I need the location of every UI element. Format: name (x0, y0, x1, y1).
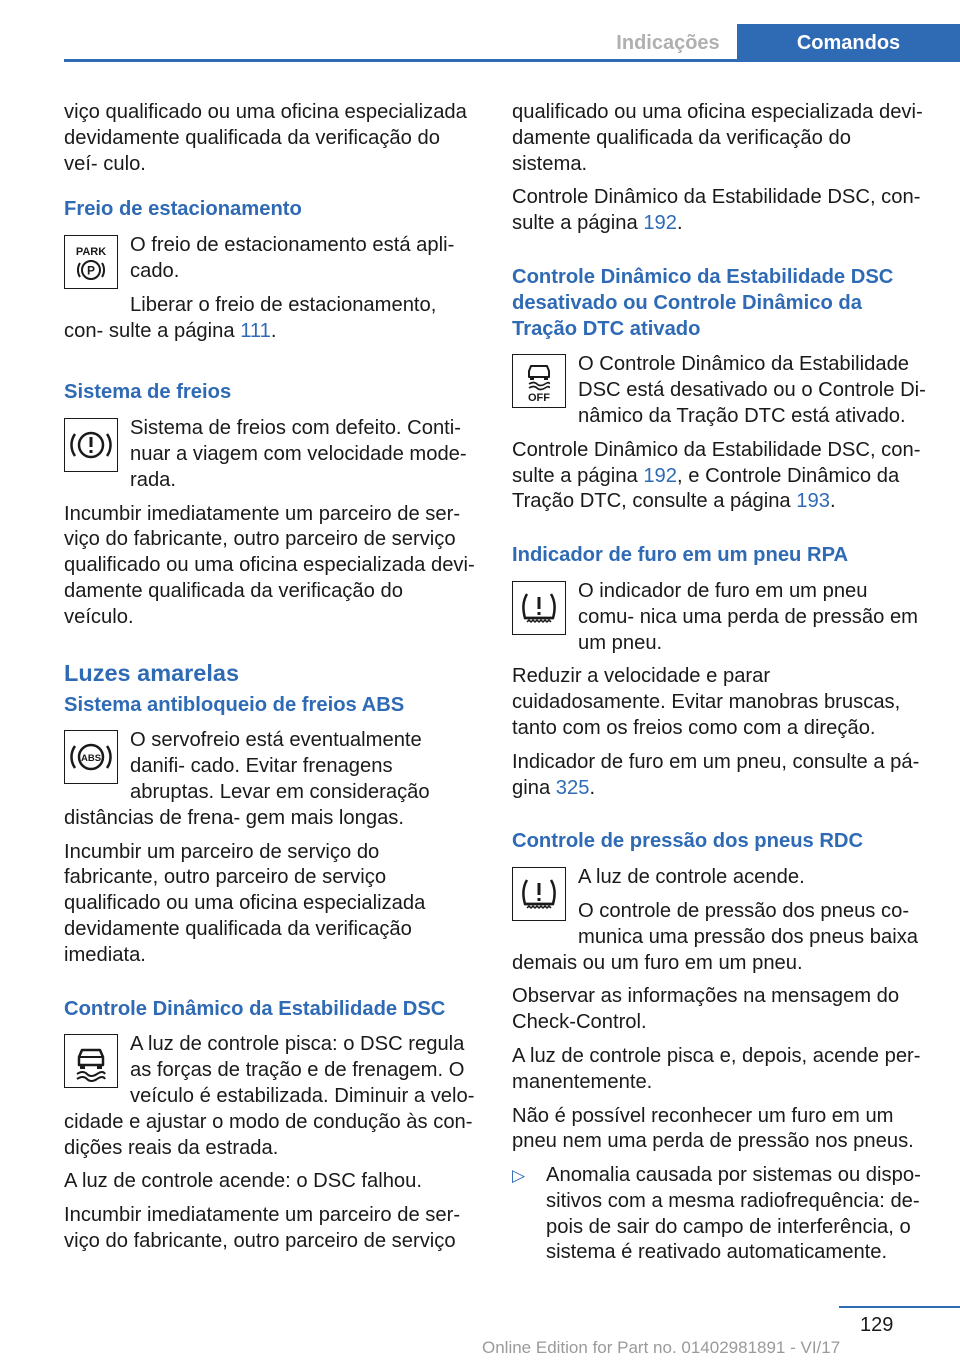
park-text-1: O freio de estacionamento está apli‐ cado. (130, 234, 455, 282)
dsc-off-icon (512, 354, 566, 408)
rpa-text-1: O indicador de furo em um pneu comu‐ nica uma perda de pressão em um pneu. (578, 579, 918, 654)
list-item (512, 1163, 926, 1266)
paragraph: Indicador de furo em um pneu, consulte a pá‐ gina 325. (512, 750, 920, 799)
section-heading-rpa: Indicador de furo em um pneu RPA (512, 544, 849, 567)
section-heading-dsc: Controle Dinâmico da Estabilidade DSC (64, 997, 446, 1020)
footer-edition: Online Edition for Part no. 01402981891 - VI/17 (482, 1338, 841, 1357)
section-heading-abs: Sistema antibloqueio de freios ABS (64, 693, 405, 716)
section-heading-rdc: Controle de pressão dos pneus RDC (512, 830, 864, 853)
off-icon-label: OFF (528, 392, 550, 405)
section-heading-yellow: Luzes amarelas (64, 659, 240, 686)
tab-indicacoes[interactable]: Indicações (616, 31, 720, 54)
rdc-block (512, 865, 926, 976)
bullet-triangle-icon: ▷ (512, 1166, 526, 1186)
abs-icon-label: ABS (80, 753, 102, 765)
page-link-111[interactable]: 111 (240, 319, 271, 342)
paragraph: Controle Dinâmico da Estabilidade DSC, con‐ sulte a página 192. (512, 186, 921, 235)
tab-comandos[interactable]: Comandos (737, 24, 960, 62)
paragraph: viço qualificado ou uma oficina especializada devidamente qualificada da verificação do veí‐ culo. (64, 101, 467, 175)
paragraph: Observar as informações na mensagem do Check-Control. (512, 985, 900, 1034)
rpa-block (512, 579, 926, 664)
park-brake-icon (64, 235, 118, 289)
dsc-block (64, 1032, 478, 1161)
tire-pressure-icon (512, 867, 566, 921)
park-block (64, 233, 478, 352)
dsc-off-block (512, 352, 926, 437)
rdc-text-2: O controle de pressão dos pneus co‐ munica uma pressão dos pneus baixa demais ou um furo em um pneu. (512, 899, 919, 974)
park-text-2: Liberar o freio de estacionamento, con‐ sulte a página 111. (64, 293, 437, 342)
abs-block (64, 728, 478, 839)
section-heading-dsc-off: Controle Dinâmico da Estabilidade DSC desativado ou Controle Dinâmico da Tração DTC ativado (512, 265, 894, 340)
paragraph: Incumbir um parceiro de serviço do fabricante, outro parceiro de serviço qualificado ou uma oficina especializada devidamente qualificada da verificação imediata. (64, 840, 426, 966)
footer-rule (839, 1306, 960, 1308)
park-icon-label: PARK (75, 246, 107, 259)
section-heading-brake: Sistema de freios (64, 381, 232, 404)
page-header (0, 0, 960, 62)
abs-text-1: O servofreio está eventualmente danifi‐ cado. Evitar frenagens abruptas. Levar em consideração distâncias de frena‐ gem mais longas. (64, 729, 430, 829)
tire-pressure-icon (512, 581, 566, 635)
paragraph: Controle Dinâmico da Estabilidade DSC, con‐ sulte a página 192, e Controle Dinâmico da Tração DTC, consulte a página 193. (512, 438, 921, 513)
paragraph: A luz de controle acende: o DSC falhou. (64, 1170, 422, 1193)
paragraph: Incumbir imediatamente um parceiro de ser‐ viço do fabricante, outro parceiro de serviço (64, 1204, 461, 1252)
dsc-off-text-1: O Controle Dinâmico da Estabilidade DSC está desativado ou o Controle Di‐ nâmico da Tração DTC está ativado. (578, 353, 926, 427)
dsc-text-1: A luz de controle pisca: o DSC regula as forças de tração e de frenagem. O veículo é estabilizada. Diminuir a velo‐ cidade e ajustar o modo de condução às con‐ dições reais da estrada. (64, 1033, 475, 1159)
brake-text-1: Sistema de freios com defeito. Conti‐ nuar a viagem com velocidade mode‐ rada. (130, 417, 467, 491)
paragraph: Incumbir imediatamente um parceiro de ser‐ viço do fabricante, outro parceiro de serviço qualificado ou uma oficina especializada devi‐ damente qualificada da verificação do veículo. (64, 502, 475, 628)
page-link-325[interactable]: 325 (555, 776, 590, 799)
paragraph: qualificado ou uma oficina especializada devi‐ damente qualificada da verificação do sistema. (512, 101, 923, 175)
header-rule (64, 59, 737, 62)
page-link-193[interactable]: 193 (796, 490, 830, 513)
paragraph: Reduzir a velocidade e parar cuidadosamente. Evitar manobras bruscas, tanto com os freios como com a direção. (512, 665, 901, 739)
right-column (512, 100, 926, 1266)
dsc-icon (64, 1034, 118, 1088)
brake-block (64, 416, 478, 501)
park-icon-letter: P (86, 263, 96, 278)
page-number: 129 (860, 1314, 894, 1336)
page-link-192[interactable]: 192 (643, 464, 678, 487)
rdc-text-1: A luz de controle acende. (578, 866, 805, 889)
section-heading-park: Freio de estacionamento (64, 198, 302, 221)
page-link-192[interactable]: 192 (643, 212, 678, 235)
left-column (64, 100, 478, 1263)
bullet-text: Anomalia causada por sistemas ou dispo‐ sitivos com a mesma radiofrequência: de‐ pois de sair do campo de interferência, o sistema é reativado automaticamente. (546, 1164, 921, 1264)
paragraph: A luz de controle pisca e, depois, acende per‐ manentemente. (512, 1044, 921, 1093)
abs-icon (64, 730, 118, 784)
brake-warning-icon (64, 418, 118, 472)
paragraph: Não é possível reconhecer um furo em um pneu nem uma perda de pressão nos pneus. (512, 1104, 914, 1153)
